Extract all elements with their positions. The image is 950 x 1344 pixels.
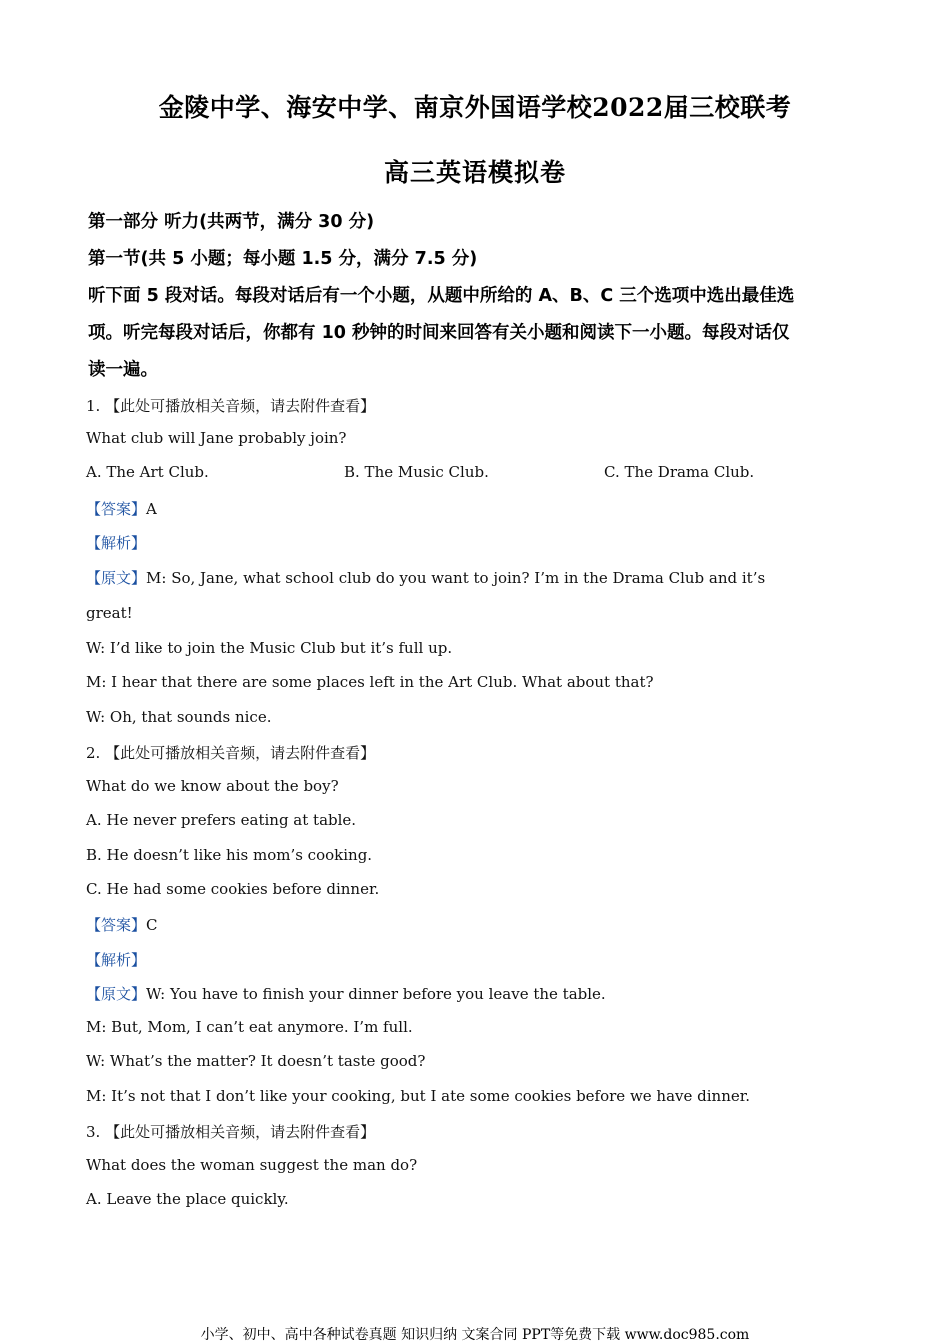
question-3-audio-row <box>86 1121 375 1142</box>
question-2-option-b: B. He doesn’t like his mom’s cooking. <box>86 846 373 864</box>
transcript-line: W: What’s the matter? It doesn’t taste good? <box>86 1052 426 1070</box>
answer-value: A <box>146 500 157 518</box>
question-1-option-b: B. The Music Club. <box>344 463 489 481</box>
subsection-heading: 第一节(共 5 小题；每小题 1.5 分，满分 7.5 分) <box>88 249 478 269</box>
question-1-text: What club will Jane probably join? <box>86 429 347 447</box>
question-number: 3. <box>86 1123 101 1141</box>
transcript-line <box>86 567 765 588</box>
exam-title: 金陵中学、海安中学、南京外国语学校2022届三校联考 <box>158 93 792 122</box>
page-footer: 小学、初中、高中各种试卷真题 知识归纳 文案合同 PPT等免费下载 www.doc985.com <box>200 1327 750 1343</box>
question-2-option-c: C. He had some cookies before dinner. <box>86 880 380 898</box>
analysis-tag: 【解析】 <box>86 951 147 969</box>
instructions-line: 项。听完每段对话后，你都有 10 秒钟的时间来回答有关小题和阅读下一小题。每段对话仅 <box>88 323 790 343</box>
answer-tag: 【答案】 <box>86 916 147 934</box>
analysis-tag: 【解析】 <box>86 534 147 552</box>
transcript-line: M: I hear that there are some places left in the Art Club. What about that? <box>86 673 654 691</box>
question-1-option-c: C. The Drama Club. <box>604 463 755 481</box>
question-2-answer <box>86 914 158 935</box>
question-2-audio-row <box>86 742 375 763</box>
audio-note: 【此处可播放相关音频，请去附件查看】 <box>105 1123 376 1141</box>
instructions-line: 读一遍。 <box>88 360 158 380</box>
question-3-text: What does the woman suggest the man do? <box>86 1156 418 1174</box>
instructions-line: 听下面 5 段对话。每段对话后有一个小题，从题中所给的 A、B、C 三个选项中选出最佳选 <box>88 286 795 306</box>
transcript-line: M: It’s not that I don’t like your cooking, but I ate some cookies before we have dinner. <box>86 1087 751 1105</box>
transcript-line: W: I’d like to join the Music Club but it’s full up. <box>86 639 453 657</box>
transcript-tag: 【原文】 <box>86 569 147 587</box>
audio-note: 【此处可播放相关音频，请去附件查看】 <box>105 397 376 415</box>
audio-note: 【此处可播放相关音频，请去附件查看】 <box>105 744 376 762</box>
transcript-line <box>86 983 606 1004</box>
question-1-answer <box>86 498 157 519</box>
transcript-line: W: Oh, that sounds nice. <box>86 708 272 726</box>
question-2-option-a: A. He never prefers eating at table. <box>86 811 357 829</box>
question-3-option-a: A. Leave the place quickly. <box>86 1190 289 1208</box>
question-number: 2. <box>86 744 101 762</box>
transcript-line: M: But, Mom, I can’t eat anymore. I’m full. <box>86 1018 413 1036</box>
question-2-text: What do we know about the boy? <box>86 777 339 795</box>
question-1-audio-row <box>86 395 375 416</box>
transcript-tag: 【原文】 <box>86 985 147 1003</box>
transcript-text: W: You have to finish your dinner before you leave the table. <box>146 985 606 1003</box>
transcript-line: great! <box>86 604 133 622</box>
answer-tag: 【答案】 <box>86 500 147 518</box>
transcript-text: M: So, Jane, what school club do you want to join? I’m in the Drama Club and it’s <box>146 569 766 587</box>
section-heading: 第一部分 听力(共两节，满分 30 分) <box>88 212 375 232</box>
answer-value: C <box>146 916 158 934</box>
exam-subtitle: 高三英语模拟卷 <box>383 158 566 187</box>
question-1-option-a: A. The Art Club. <box>86 463 209 481</box>
question-number: 1. <box>86 397 101 415</box>
